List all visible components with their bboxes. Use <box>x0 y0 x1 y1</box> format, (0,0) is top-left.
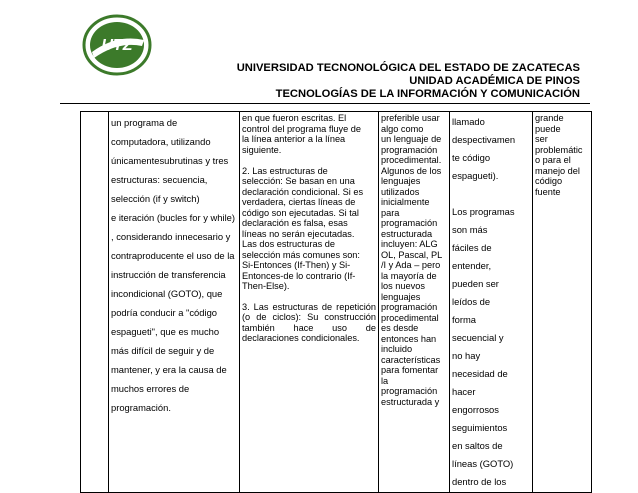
repetition-structures-text: 3. Las estructuras de repetición (o de ciclos): Su construcción también hace uso de declaraciones condicionales. <box>242 301 376 343</box>
department-title: TECNOLOGÍAS DE LA INFORMACIÓN Y COMUNICACIÓN <box>275 88 580 100</box>
table-cell-empty <box>81 112 109 493</box>
table-cell-structures <box>240 112 379 493</box>
table-cell-languages <box>379 112 450 493</box>
content-table <box>80 111 592 493</box>
university-title: UNIVERSIDAD TECNONOLÓGICA DEL ESTADO DE ZACATECAS <box>236 62 580 74</box>
structures-text: en que fueron escritas. El control del programa fluye de la línea anterior a la línea siguiente. 2. Las estructuras de selección: Se basan en una declaración condicional. Si es verdadera, ciertas líneas de código son ejecutadas. Si tal declaración es falsa, esas líneas no serán ejecutadas. Las dos estructuras de selección más comunes son: Si-Entonces (If-Then) y Si- Entonces-de lo contrario (If- Then-Else). <box>242 113 364 291</box>
logo-text: UTZ <box>101 37 133 54</box>
problems-text: grande puede ser problemátic o para el manejo del código fuente <box>535 113 583 197</box>
table-row <box>81 112 592 493</box>
university-logo <box>82 14 152 76</box>
table-cell-advantages <box>450 112 533 493</box>
table-cell-intro <box>109 112 240 493</box>
header-divider <box>60 103 590 104</box>
intro-text: un programa de computadora, utilizando únicamentesubrutinas y tres estructuras: secuencia, selección (if y switch) e iteración (bucles for y while) , considerando innecesario y contraproducente el uso de la instrucción de transferencia incondicional (GOTO), que podría conducir a "código espagueti", que es mucho más difícil de seguir y de mantener, y era la causa de muchos errores de programación. <box>111 117 236 413</box>
advantages-text: llamado despectivamen te código espagueti). Los programas son más fáciles de entender, pueden ser leídos de forma secuencial y no hay necesidad de hacer engorrosos seguimientos en saltos de líneas (GOTO) dentro de los <box>452 116 516 487</box>
academic-unit-title: UNIDAD ACADÉMICA DE PINOS <box>409 75 580 87</box>
table-cell-problems <box>533 112 592 493</box>
languages-text: preferible usar algo como un lenguaje de programación procedimental. Algunos de los lenguajes utilizados inicialmente para programación estructurada incluyen: ALG OL, Pascal, PL /I y Ada – pero la mayoría de los nuevos lenguajes programación procedimental es desde entonces han incluido características para fomentar la programación estructurada y <box>381 113 443 407</box>
